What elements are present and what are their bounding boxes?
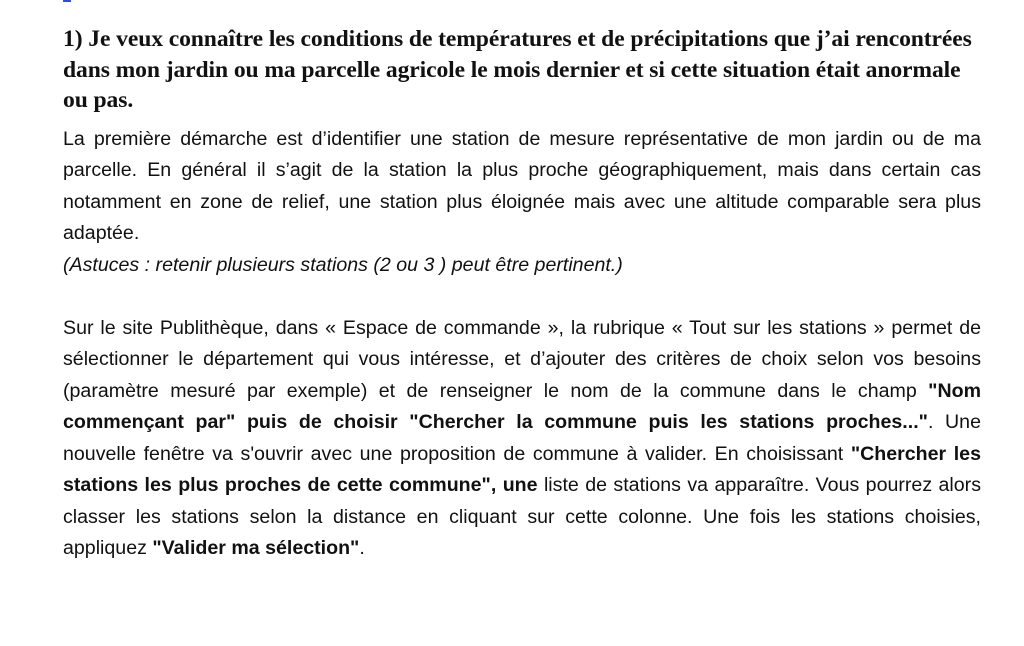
instructions-text-3: liste de stations va apparaître. Vous pourrez alors classer les stations selon la distance en cliquant sur cette colonne. Une fois les stations choisies, appliquez: [63, 474, 982, 559]
instructions-bold-2: "Chercher les stations les plus proches de cette commune", une: [63, 442, 981, 496]
instructions-bold-1: "Nom commençant par" puis de choisir "Chercher la commune puis les stations proches...": [63, 379, 981, 433]
instructions-text-2: . Une nouvelle fenêtre va s'ouvrir avec une proposition de commune à valider. En choisissant: [63, 411, 981, 465]
section-heading: 1) Je veux connaître les conditions de températures et de précipitations que j’ai rencontrées dans mon jardin ou ma parcelle agricole le mois dernier et si cette situation était anormale ou pas.: [63, 26, 972, 113]
instructions-bold-3: "Valider ma sélection": [152, 537, 360, 559]
document-page: [63, 0, 981, 565]
instructions-text-4: .: [359, 537, 365, 559]
intro-paragraph: La première démarche est d’identifier une station de mesure représentative de mon jardin ou de ma parcelle. En général il s’agit de la station la plus proche géographiquement, mais dans certain cas notamment en zone de relief, une station plus éloignée mais avec une altitude comparable sera plus adaptée.: [63, 127, 981, 244]
instructions-text-1: Sur le site Publithèque, dans « Espace de commande », la rubrique « Tout sur les stations » permet de sélectionner le département qui vous intéresse, et d’ajouter des critères de choix selon vos besoins (paramètre mesuré par exemple) et de renseigner le nom de la commune dans le champ: [63, 316, 981, 402]
tip-paragraph: (Astuces : retenir plusieurs stations (2 ou 3 ) peut être pertinent.): [63, 253, 623, 276]
instructions-paragraph: [63, 313, 981, 565]
